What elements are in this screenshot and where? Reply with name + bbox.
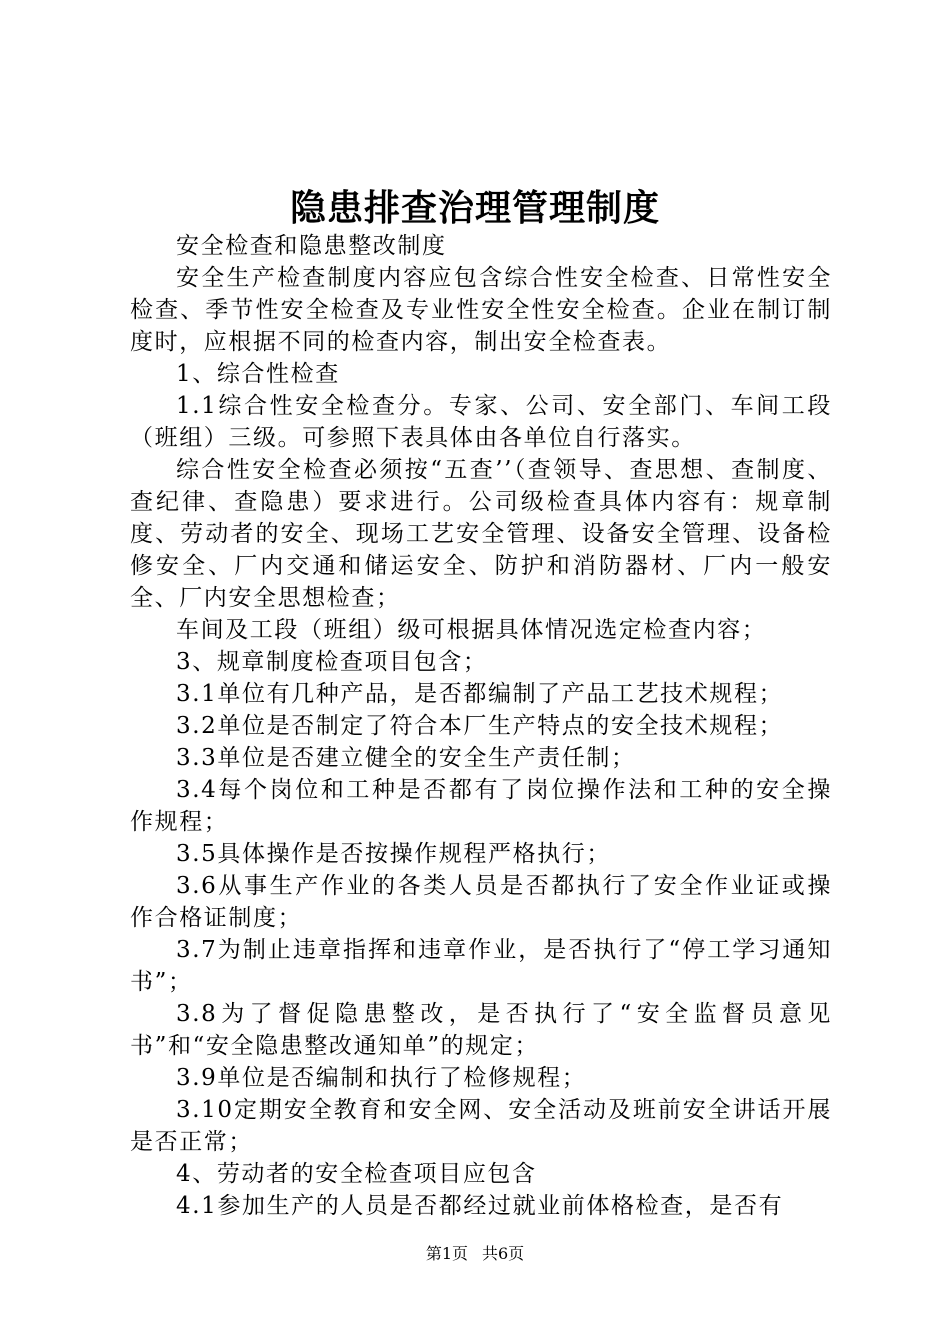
paragraph: 1、综合性检查 bbox=[176, 361, 340, 387]
paragraph: 3.10定期安全教育和安全网、安全活动及班前安全讲话开展是否正常； bbox=[130, 1097, 832, 1155]
paragraph: 3、规章制度检查项目包含； bbox=[176, 649, 488, 675]
page-footer bbox=[0, 1243, 950, 1265]
paragraph: 安全检查和隐患整改制度 bbox=[176, 233, 447, 259]
paragraph: 车间及工段（班组）级可根据具体情况选定检查内容； bbox=[176, 617, 767, 643]
paragraph: 3.6从事生产作业的各类人员是否都执行了安全作业证或操作合格证制度； bbox=[130, 873, 832, 931]
paragraph: 3.7为制止违章指挥和违章作业，是否执行了“停工学习通知书”； bbox=[130, 937, 832, 995]
document-title: 隐患排查治理管理制度 bbox=[289, 187, 660, 229]
paragraph: 3.9单位是否编制和执行了检修规程； bbox=[176, 1065, 587, 1091]
paragraph: 3.2单位是否制定了符合本厂生产特点的安全技术规程； bbox=[176, 713, 784, 739]
paragraph: 3.5具体操作是否按操作规程严格执行； bbox=[176, 841, 611, 867]
page-number: 第1页 bbox=[425, 1244, 468, 1263]
paragraph: 4、劳动者的安全检查项目应包含 bbox=[176, 1161, 537, 1187]
paragraph: 3.8为了督促隐患整改，是否执行了“安全监督员意见书”和“安全隐患整改通知单”的规定； bbox=[130, 1001, 832, 1059]
paragraph: 4.1参加生产的人员是否都经过就业前体格检查，是否有 bbox=[176, 1193, 784, 1219]
paragraph: 3.1单位有几种产品，是否都编制了产品工艺技术规程； bbox=[176, 681, 784, 707]
paragraph: 3.4每个岗位和工种是否都有了岗位操作法和工种的安全操作规程； bbox=[130, 777, 832, 835]
paragraph: 安全生产检查制度内容应包含综合性安全检查、日常性安全检查、季节性安全检查及专业性安全性安全检查。企业在制订制度时，应根据不同的检查内容，制出安全检查表。 bbox=[130, 265, 832, 355]
paragraph: 3.3单位是否建立健全的安全生产责任制； bbox=[176, 745, 636, 771]
page-total: 共6页 bbox=[482, 1244, 525, 1263]
paragraph: 综合性安全检查必须按“五查’’（查领导、查思想、查制度、查纪律、查隐患）要求进行。公司级检查具体内容有：规章制度、劳动者的安全、现场工艺安全管理、设备安全管理、设备检修安全、厂内交通和储运安全、防护和消防器材、厂内一般安全、厂内安全思想检查； bbox=[130, 457, 832, 611]
document-body bbox=[130, 230, 832, 1222]
paragraph: 1.1综合性安全检查分。专家、公司、安全部门、车间工段（班组）三级。可参照下表具体由各单位自行落实。 bbox=[130, 393, 832, 451]
